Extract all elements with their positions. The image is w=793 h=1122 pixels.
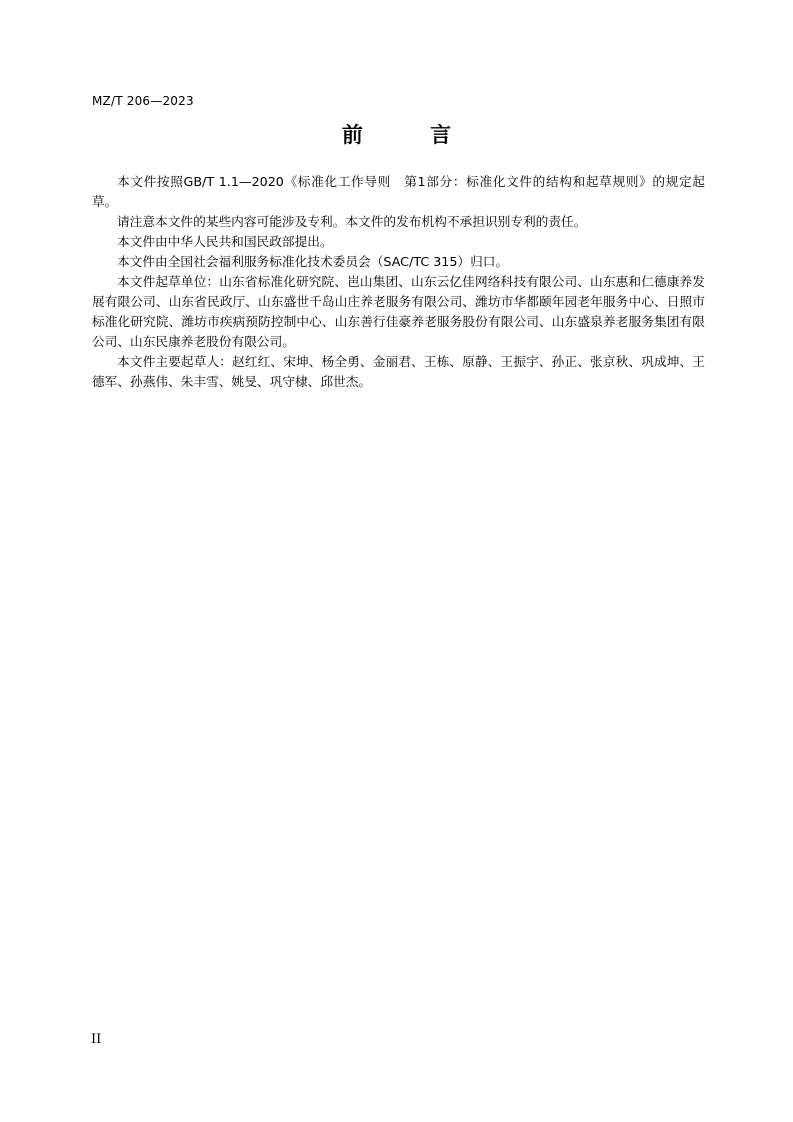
paragraph-proposer: 本文件由中华人民共和国民政部提出。 <box>117 234 333 249</box>
paragraph-drafting-units: 本文件起草单位：山东省标准化研究院、岜山集团、山东云亿佳网络科技有限公司、山东惠和仁德康养发展有限公司、山东省民政厅、山东盛世千岛山庄养老服务有限公司、潍坊市华都颐年园老年服务中心、日照市标准化研究院、潍坊市疾病预防控制中心、山东善行佳豪养老服务股份有限公司、山东盛泉养老服务集团有限公司、山东民康养老股份有限公司。 <box>92 274 705 349</box>
paragraph-administrator: 本文件由全国社会福利服务标准化技术委员会（SAC/TC 315）归口。 <box>117 254 509 269</box>
paragraph-patent-notice: 请注意本文件的某些内容可能涉及专利。本文件的发布机构不承担识别专利的责任。 <box>117 214 587 229</box>
page-number: II <box>91 1032 102 1047</box>
foreword-body <box>92 172 705 392</box>
paragraph-drafting-rules: 本文件按照GB/T 1.1—2020《标准化工作导则 第1部分：标准化文件的结构和起草规则》的规定起草。 <box>92 174 705 209</box>
paragraph-drafters: 本文件主要起草人：赵红红、宋坤、杨全勇、金丽君、王栋、原静、王振宇、孙正、张京秋、巩成坤、王德军、孙燕伟、朱丰雪、姚旻、巩守棣、邱世杰。 <box>92 354 705 389</box>
page-title: 前 言 <box>341 123 482 147</box>
standard-code: MZ/T 206—2023 <box>92 94 194 108</box>
